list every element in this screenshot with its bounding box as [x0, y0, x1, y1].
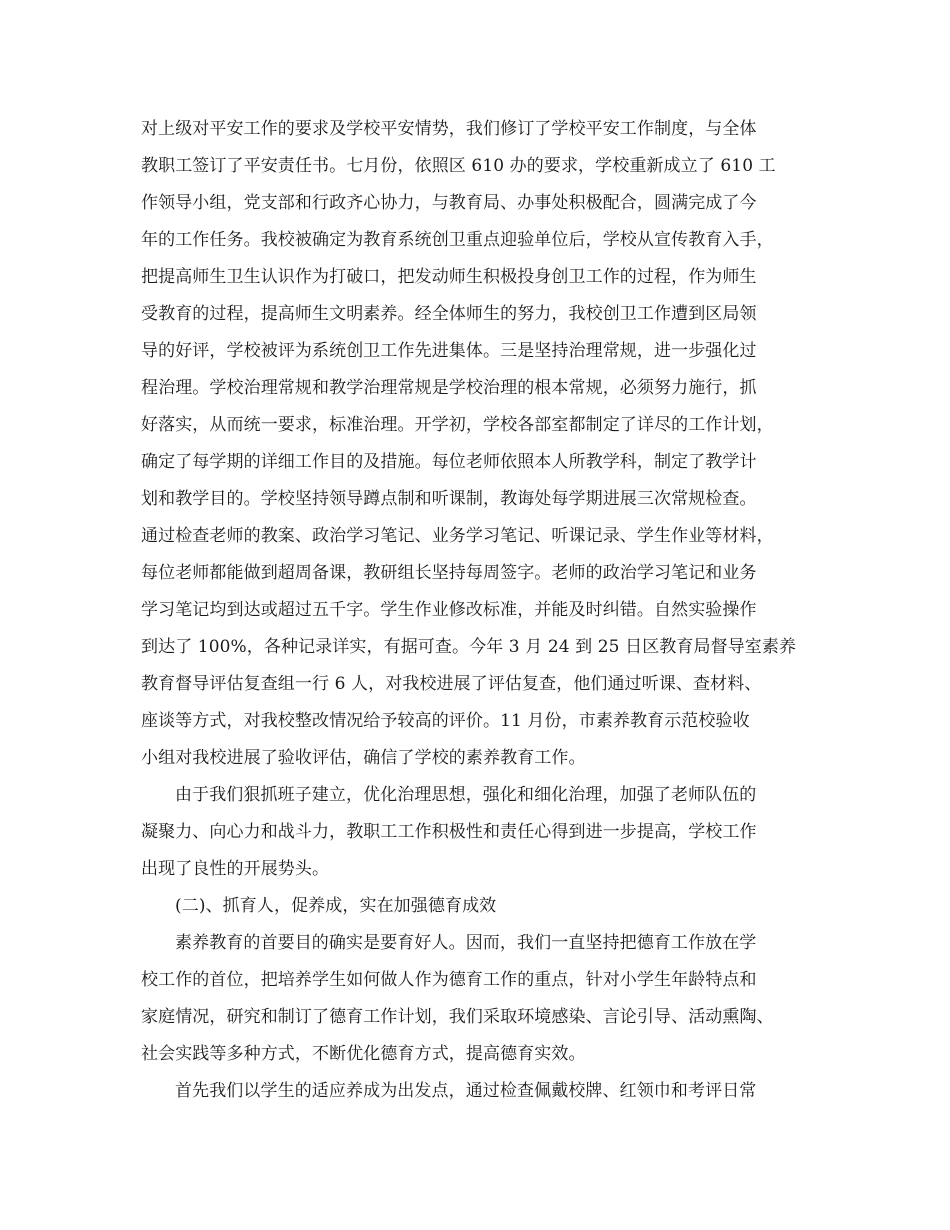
- text-line: 每位老师都能做到超周备课，教研组长坚持每周签字。老师的政治学习笔记和业务: [141, 563, 757, 583]
- text-line: 座谈等方式，对我校整改情况给予较高的评价。11 月份，市素养教育示范校验收: [141, 711, 750, 731]
- text-line: 通过检查老师的教案、政治学习笔记、业务学习笔记、听课记录、学生作业等材料，: [141, 526, 774, 546]
- text-line: 家庭情况，研究和制订了德育工作计划，我们采取环境感染、言论引导、活动熏陶、: [141, 1007, 774, 1027]
- text-line: 受教育的过程，提高师生文明素养。经全体师生的努力，我校创卫工作遭到区局领: [141, 304, 757, 324]
- text-line: 学习笔记均到达或超过五千字。学生作业修改标准，并能及时纠错。自然实验操作: [141, 600, 757, 620]
- text-line: 教职工签订了平安责任书。七月份，依照区 610 办的要求，学校重新成立了 610 工: [141, 156, 776, 176]
- text-line: 程治理。学校治理常规和教学治理常规是学校治理的根本常规，必须努力施行，抓: [141, 378, 757, 398]
- text-line: 作领导小组，党支部和行政齐心协力，与教育局、办事处积极配合，圆满完成了今: [141, 193, 757, 213]
- text-line: 把提高师生卫生认识作为打破口，把发动师生积极投身创卫工作的过程，作为师生: [141, 267, 757, 287]
- text-line: 出现了良性的开展势头。: [141, 859, 330, 879]
- text-line: 校工作的首位，把培养学生如何做人作为德育工作的重点，针对小学生年龄特点和: [141, 970, 757, 990]
- section-heading: (二)、抓育人，促养成，实在加强德育成效: [175, 896, 497, 916]
- text-line: 对上级对平安工作的要求及学校平安情势，我们修订了学校平安工作制度，与全体: [141, 119, 757, 139]
- text-line: 划和教学目的。学校坚持领导蹲点制和听课制，教诲处每学期进展三次常规检查。: [141, 489, 757, 509]
- paragraph-first-line: 由于我们狠抓班子建立，优化治理思想，强化和细化治理，加强了老师队伍的: [175, 785, 757, 805]
- paragraph-first-line: 首先我们以学生的适应养成为出发点，通过检查佩戴校牌、红领巾和考评日常: [175, 1081, 757, 1101]
- text-line: 凝聚力、向心力和战斗力，教职工工作积极性和责任心得到进一步提高，学校工作: [141, 822, 757, 842]
- text-line: 好落实，从而统一要求，标准治理。开学初，学校各部室都制定了详尽的工作计划，: [141, 415, 774, 435]
- text-line: 小组对我校进展了验收评估，确信了学校的素养教育工作。: [141, 748, 586, 768]
- text-line: 导的好评，学校被评为系统创卫工作先进集体。三是坚持治理常规，进一步强化过: [141, 341, 757, 361]
- text-line: 年的工作任务。我校被确定为教育系统创卫重点迎验单位后，学校从宣传教育入手，: [141, 230, 774, 250]
- paragraph-first-line: 素养教育的首要目的确实是要育好人。因而，我们一直坚持把德育工作放在学: [175, 933, 757, 953]
- text-line: 教育督导评估复查组一行 6 人，对我校进展了评估复查，他们通过听课、查材料、: [141, 674, 762, 694]
- document-body: [141, 111, 821, 1110]
- text-line: 确定了每学期的详细工作目的及措施。每位老师依照本人所教学科，制定了教学计: [141, 452, 757, 472]
- text-line: 到达了 100%，各种记录详实，有据可查。今年 3 月 24 到 25 日区教育局督导室素养: [141, 637, 797, 657]
- text-line: 社会实践等多种方式，不断优化德育方式，提高德育实效。: [141, 1044, 586, 1064]
